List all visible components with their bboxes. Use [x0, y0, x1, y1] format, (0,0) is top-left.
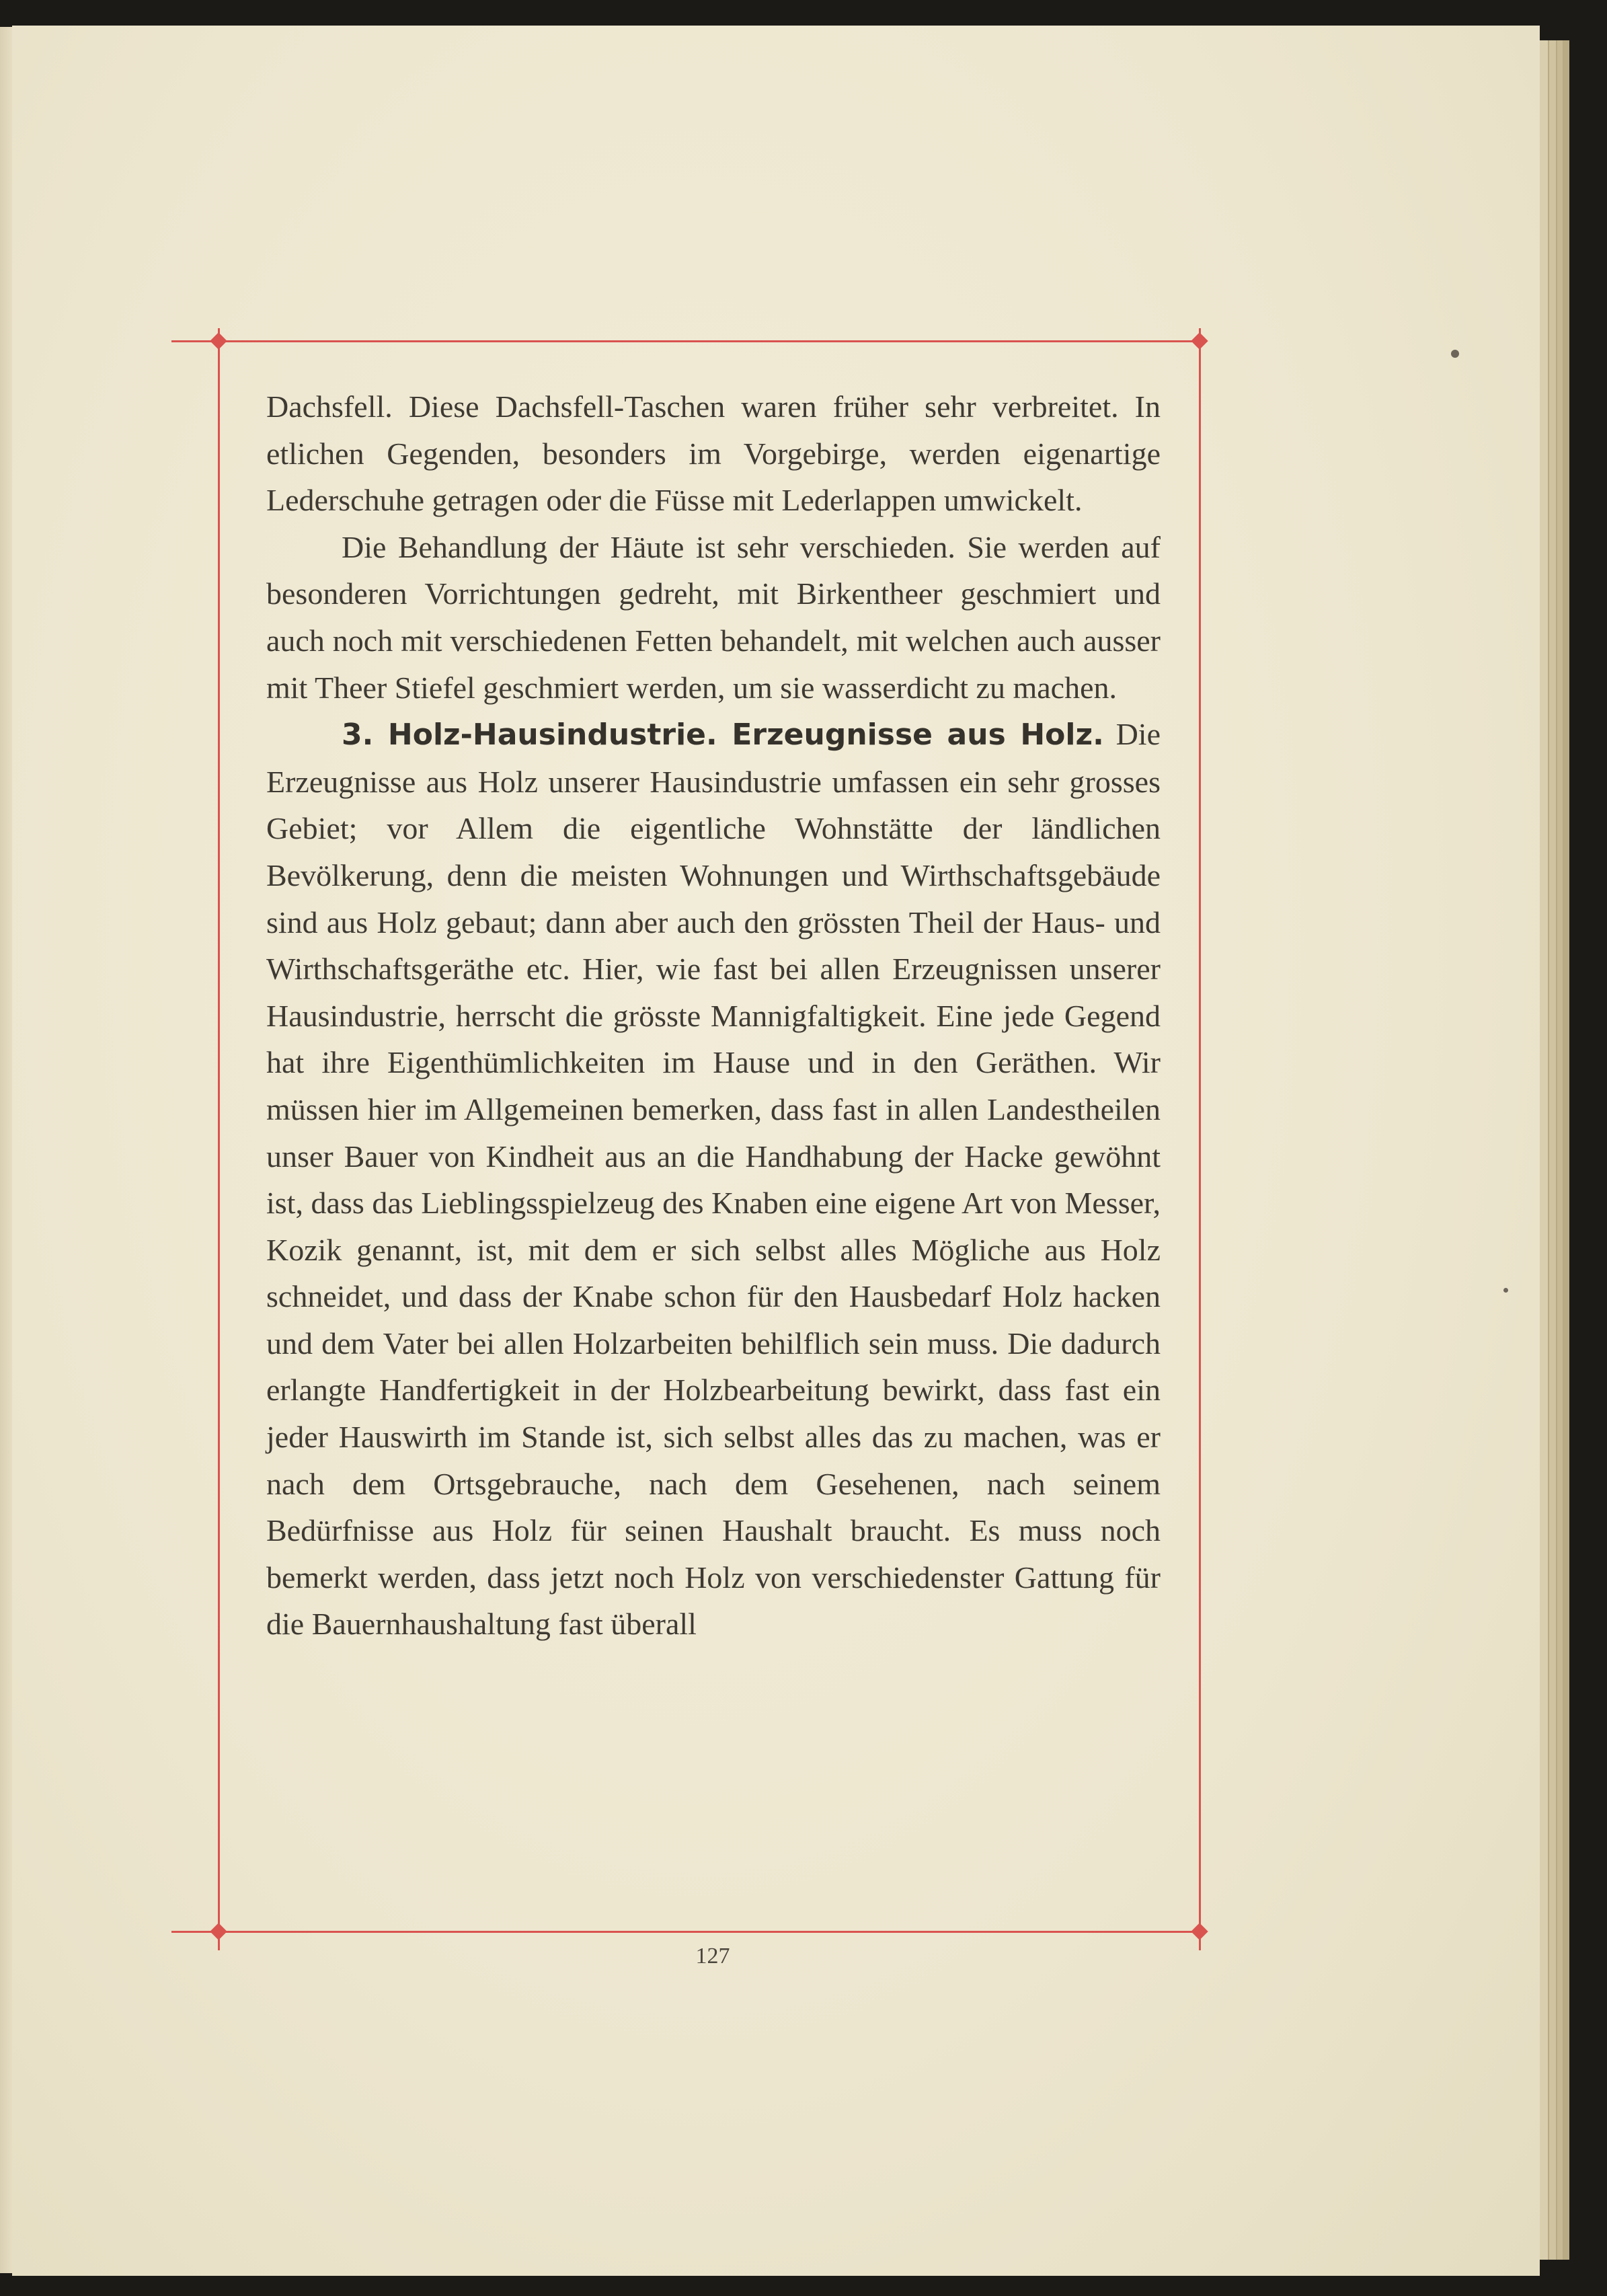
paragraph-text: Die Erzeugnisse aus Holz unserer Hausindustrie umfassen ein sehr grosses Gebiet; vor Allem die eigentliche Wohnstätte der ländlichen Bevölkerung, denn die meisten Wohnungen und Wirthschaftsgebäude sind aus Holz gebaut; dann aber auch den grössten Theil der Haus- und Wirthschaftsgeräthe etc. Hier, wie fast bei allen Erzeugnissen unserer Hausindustrie, herrscht die grösste Mannigfaltigkeit. Eine jede Gegend hat ihre Eigenthümlichkeiten im Hause und in den Geräthen. Wir müssen hier im Allgemeinen bemerken, dass fast in allen Landestheilen unser Bauer von Kindheit aus an die Handhabung der Hacke gewöhnt ist, dass das Lieblingsspielzeug des Knaben eine eigene Art von Messer, Kozik genannt, ist, mit dem er sich selbst alles Mögliche aus Holz schneidet, und dass der Knabe schon für den Hausbedarf Holz hacken und dem Vater bei allen Holzarbeiten behilflich sein muss. Die dadurch erlangte Handfertigkeit in der Holzbearbeitung bewirkt, dass fast ein jeder Hauswirth im Stande ist, sich selbst alles das zu machen, was er nach dem Ortsgebrauche, nach dem Gesehenen, nach seinem Bedürfnisse aus Holz für seinen Haushalt braucht. Es muss noch bemerkt werden, dass jetzt noch Holz von verschiedenster Gattung für die Bauernhaushaltung fast überall [266, 717, 1161, 1642]
paragraph-text: Dachsfell. Diese Dachsfell-Taschen waren früher sehr verbreitet. In etlichen Gegenden, besonders im Vorgebirge, werden eigenartige Lederschuhe getragen oder die Füsse mit Lederlappen umwickelt. [266, 389, 1161, 518]
paragraph-wood-industry [266, 711, 1161, 1648]
frame-bottom-rule [171, 1931, 1207, 1933]
frame-left-rule [218, 328, 220, 1950]
paragraph-text: Die Behandlung der Häute ist sehr verschieden. Sie werden auf besonderen Vorrichtungen gedreht, mit Birkentheer geschmiert und auch noch mit verschiedenen Fetten behandelt, mit welchen auch ausser mit Theer Stiefel geschmiert werden, um sie wasserdicht zu machen. [266, 529, 1161, 705]
paper-speck [1451, 350, 1459, 358]
page-number: 127 [695, 1944, 730, 1968]
page-stack-edge [1563, 40, 1569, 2260]
paper-speck [1503, 1288, 1508, 1293]
paragraph-treatment [266, 524, 1161, 711]
frame-right-rule [1199, 328, 1201, 1950]
frame-top-rule [171, 340, 1207, 342]
paragraph-continued [266, 383, 1161, 524]
section-heading: 3. Holz-Hausindustrie. Erzeugnisse aus Holz. [342, 718, 1104, 753]
body-text [266, 383, 1161, 1648]
